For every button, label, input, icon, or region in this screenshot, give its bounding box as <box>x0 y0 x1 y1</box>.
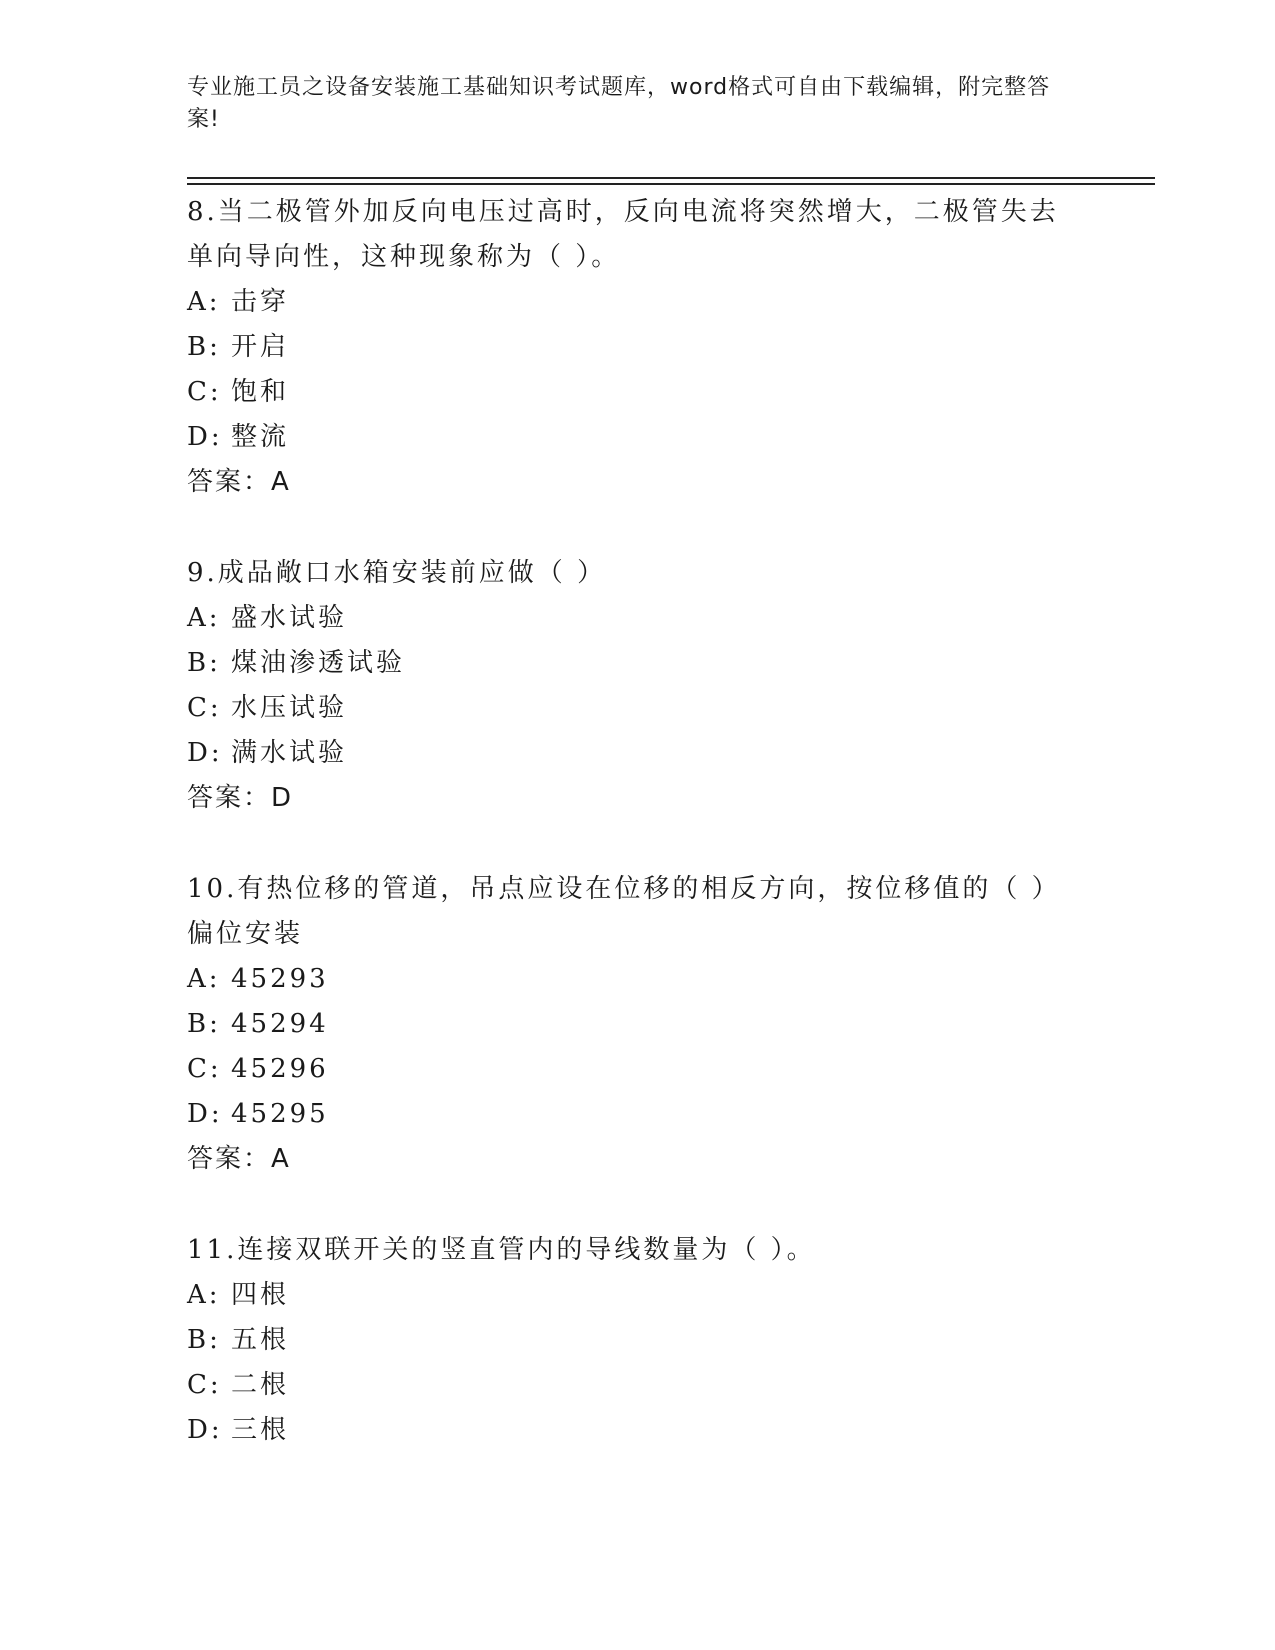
option-key: A: <box>187 964 221 994</box>
question-stem: 10.有热位移的管道，吊点应设在位移的相反方向，按位移值的（ ）偏位安装 <box>187 874 1061 949</box>
option-text: 满水试验 <box>231 738 348 768</box>
option-key: D: <box>187 1099 223 1129</box>
option-key: C: <box>187 693 222 723</box>
option-text: 五根 <box>231 1325 290 1355</box>
option-key: B: <box>187 1009 221 1039</box>
option-a <box>187 1273 1087 1318</box>
answer-line: 答案：A <box>187 467 291 497</box>
option-text: 四根 <box>231 1280 290 1310</box>
option-text: 二根 <box>231 1370 290 1400</box>
option-key: B: <box>187 1325 221 1355</box>
question-stem: 8.当二极管外加反向电压过高时，反向电流将突然增大，二极管失去单向导向性，这种现象称为（ ）。 <box>187 197 1059 272</box>
option-b <box>187 1002 1087 1047</box>
option-text: 整流 <box>231 422 290 452</box>
header-divider-top <box>187 177 1155 179</box>
document-header: 专业施工员之设备安装施工基础知识考试题库，word格式可自由下载编辑，附完整答案! <box>187 75 1051 132</box>
answer-line: 答案：D <box>187 783 294 813</box>
option-key: D: <box>187 422 223 452</box>
question-stem: 11.连接双联开关的竖直管内的导线数量为（ ）。 <box>187 1235 816 1265</box>
option-key: A: <box>187 603 221 633</box>
option-c <box>187 1363 1087 1408</box>
header-divider-bottom <box>187 183 1155 185</box>
option-key: A: <box>187 1280 221 1310</box>
answer-line: 答案：A <box>187 1144 291 1174</box>
option-text: 三根 <box>231 1415 290 1445</box>
option-text: 煤油渗透试验 <box>231 648 406 678</box>
option-c <box>187 686 1087 731</box>
option-text: 水压试验 <box>231 693 348 723</box>
option-a <box>187 596 1087 641</box>
option-key: C: <box>187 1370 222 1400</box>
option-b <box>187 1318 1087 1363</box>
option-d <box>187 415 1087 460</box>
option-text: 45294 <box>231 1009 329 1039</box>
question-list <box>187 190 1087 1499</box>
option-text: 45296 <box>231 1054 329 1084</box>
option-key: D: <box>187 738 223 768</box>
question-11 <box>187 1228 1087 1453</box>
option-a <box>187 957 1087 1002</box>
question-8 <box>187 190 1087 505</box>
question-9 <box>187 551 1087 821</box>
option-key: B: <box>187 332 221 362</box>
option-key: A: <box>187 287 221 317</box>
option-text: 击穿 <box>231 287 290 317</box>
option-d <box>187 1408 1087 1453</box>
option-text: 45295 <box>231 1099 329 1129</box>
option-a <box>187 280 1087 325</box>
option-key: C: <box>187 377 222 407</box>
option-text: 饱和 <box>231 377 290 407</box>
question-stem: 9.成品敞口水箱安装前应做（ ） <box>187 558 607 588</box>
option-c <box>187 1047 1087 1092</box>
option-text: 盛水试验 <box>231 603 348 633</box>
option-b <box>187 325 1087 370</box>
option-text: 开启 <box>231 332 290 362</box>
option-d <box>187 1092 1087 1137</box>
option-c <box>187 370 1087 415</box>
option-b <box>187 641 1087 686</box>
option-text: 45293 <box>231 964 329 994</box>
option-d <box>187 731 1087 776</box>
question-10 <box>187 867 1087 1182</box>
option-key: B: <box>187 648 221 678</box>
option-key: C: <box>187 1054 222 1084</box>
option-key: D: <box>187 1415 223 1445</box>
